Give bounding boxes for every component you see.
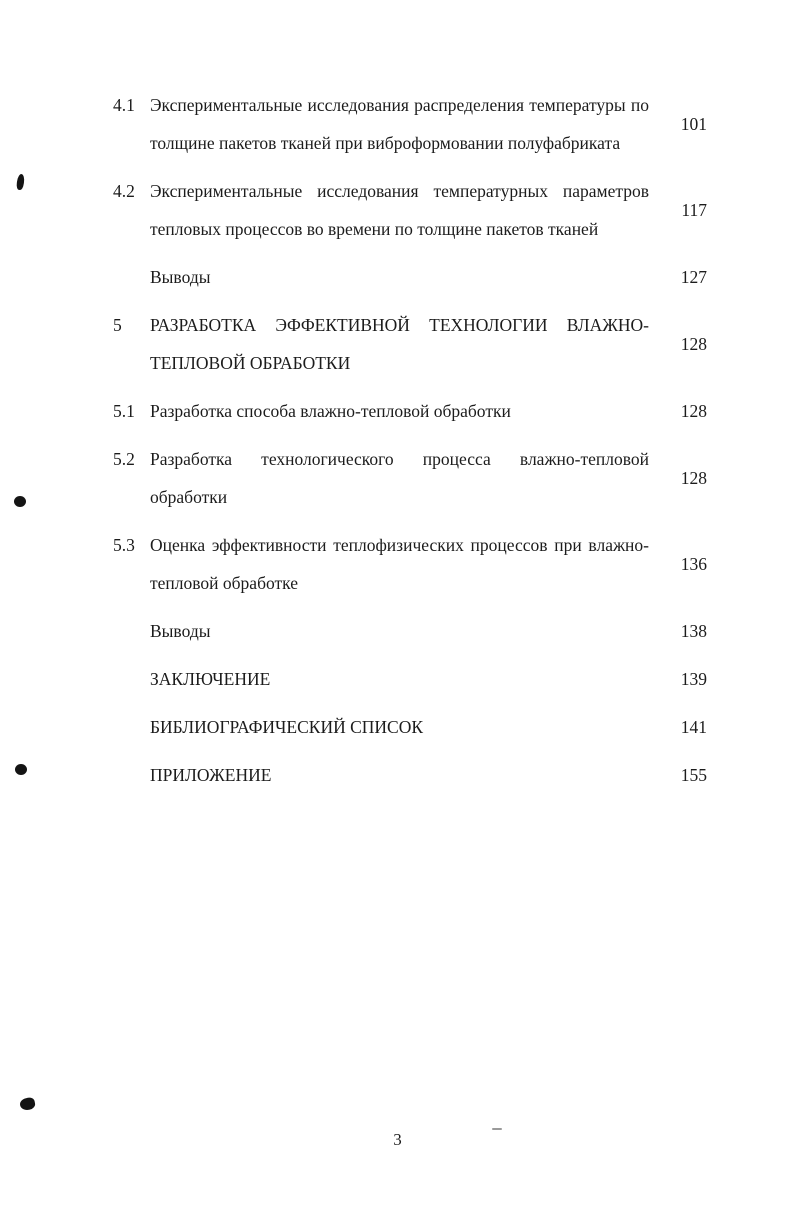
scan-ink-mark <box>19 1097 36 1112</box>
toc-entry-page: 101 <box>680 114 707 134</box>
toc-entry-page: 155 <box>680 765 707 785</box>
toc-entry <box>113 526 707 602</box>
toc-entry-title: Экспериментальные исследования температурных параметров тепловых процессов во времени по толщине пакетов тканей <box>150 181 649 239</box>
toc-entry-title: Выводы <box>150 621 211 641</box>
toc-entry-title: БИБЛИОГРАФИЧЕСКИЙ СПИСОК <box>150 717 424 737</box>
scan-ink-mark <box>14 496 26 507</box>
toc-entry-number: 4.1 <box>113 95 135 115</box>
toc-entry-title: Оценка эффективности теплофизических процессов при влажно-тепловой обработке <box>150 535 649 593</box>
toc-entry-number: 4.2 <box>113 181 135 201</box>
page-footer <box>0 1130 795 1150</box>
toc-entry-title: РАЗРАБОТКА ЭФФЕКТИВНОЙ ТЕХНОЛОГИИ ВЛАЖНО-ТЕПЛОВОЙ ОБРАБОТКИ <box>150 315 649 373</box>
toc-entry-page: 128 <box>680 334 707 354</box>
toc-entry-title: ПРИЛОЖЕНИЕ <box>150 765 272 785</box>
toc-entry-number <box>113 660 150 698</box>
toc-entry-title: Разработка способа влажно-тепловой обработки <box>150 401 511 421</box>
toc-entry-number: 5 <box>113 315 122 335</box>
toc-entry <box>113 172 707 248</box>
toc-entry <box>113 612 707 650</box>
toc-entry <box>113 306 707 382</box>
page-number: 3 <box>393 1130 402 1149</box>
scan-ink-mark <box>15 764 27 775</box>
toc-entry-page: 136 <box>680 554 707 574</box>
toc-entry <box>113 756 707 794</box>
toc-entry-number <box>113 708 150 746</box>
toc-entry <box>113 660 707 698</box>
toc-entry-page: 128 <box>680 468 707 488</box>
toc-entry <box>113 258 707 296</box>
toc-entry-number: 5.1 <box>113 401 135 421</box>
toc-entry <box>113 86 707 162</box>
toc-entry <box>113 708 707 746</box>
toc-entry-page: 138 <box>680 621 707 641</box>
toc-entry-number: 5.2 <box>113 449 135 469</box>
toc-entry-number <box>113 258 150 296</box>
toc-entry-page: 128 <box>680 401 707 421</box>
toc-entry <box>113 440 707 516</box>
toc-entry-number: 5.3 <box>113 535 135 555</box>
toc-entry-page: 139 <box>680 669 707 689</box>
toc-entry <box>113 392 707 430</box>
toc-entry-title: Выводы <box>150 267 211 287</box>
scan-ink-mark <box>16 174 25 191</box>
toc-entry-page: 117 <box>681 200 707 220</box>
toc-entry-page: 141 <box>680 717 707 737</box>
toc-entry-number <box>113 756 150 794</box>
toc-entry-title: Экспериментальные исследования распределения температуры по толщине пакетов тканей при виброформовании полуфабриката <box>150 95 649 153</box>
toc-entry-title: Разработка технологического процесса влажно-тепловой обработки <box>150 449 649 507</box>
toc-list <box>113 86 707 804</box>
toc-entry-number <box>113 612 150 650</box>
toc-entry-page: 127 <box>680 267 707 287</box>
toc-entry-title: ЗАКЛЮЧЕНИЕ <box>150 669 271 689</box>
